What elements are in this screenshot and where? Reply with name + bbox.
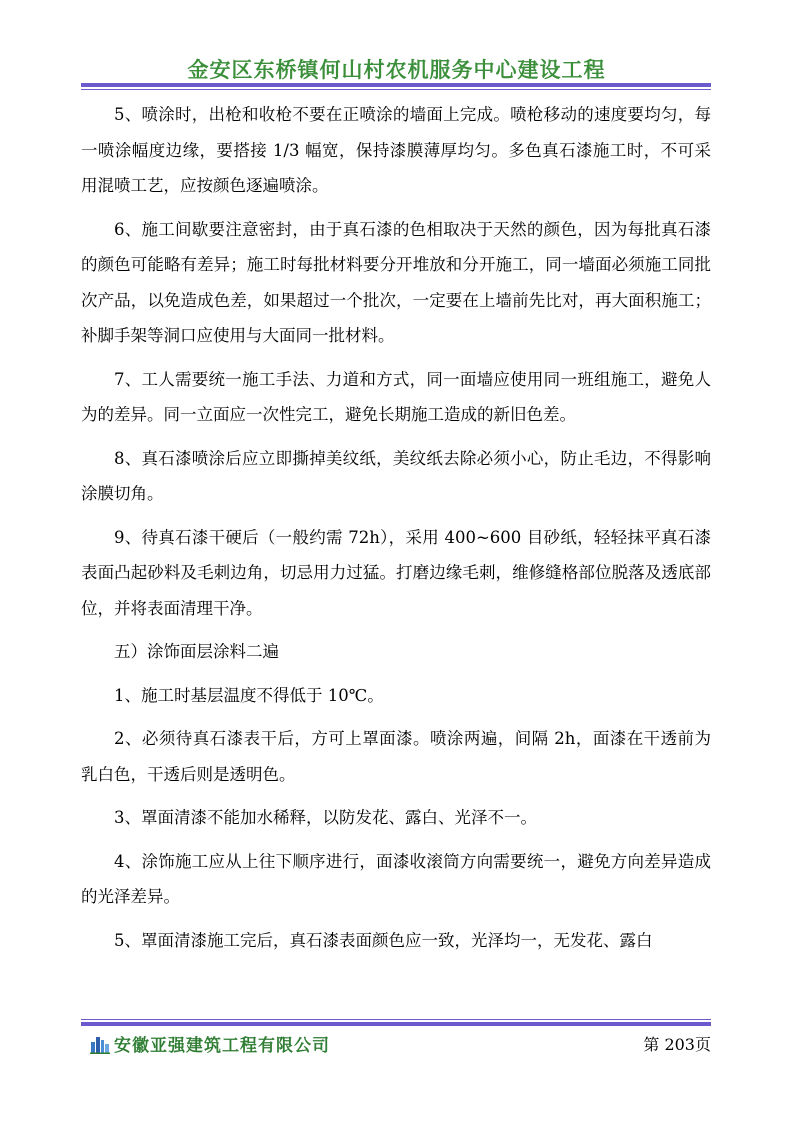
header-rule-thick [81, 83, 711, 87]
building-logo-icon [90, 1034, 110, 1054]
page-header-title: 金安区东桥镇何山村农机服务中心建设工程 [187, 58, 606, 82]
paragraph: 1、施工时基层温度不得低于 10℃。 [114, 685, 384, 705]
page-number: 第 203页 [643, 1035, 711, 1054]
footer-rule-thin [81, 1019, 711, 1020]
paragraph: 5、罩面清漆施工完后，真石漆表面颜色应一致，光泽均一，无发花、露白 [114, 930, 653, 950]
footer-company [90, 1031, 330, 1056]
company-name: 安徽亚强建筑工程有限公司 [114, 1036, 330, 1056]
paragraph: 6、施工间歇要注意密封，由于真石漆的色相取决于天然的颜色，因为每批真石漆的颜色可能略有差异；施工时每批材料要分开堆放和分开施工，同一墙面必须施工同批次产品，以免造成色差，如果超过一个批次，一定要在上墙前先比对，再大面积施工；补脚手架等洞口应使用与大面同一批材料。 [81, 219, 711, 345]
paragraph: 8、真石漆喷涂后应立即撕掉美纹纸，美纹纸去除必须小心，防止毛边，不得影响涂膜切角。 [81, 448, 711, 503]
paragraph: 2、必须待真石漆表干后，方可上罩面漆。喷涂两遍，间隔 2h，面漆在干透前为乳白色，干透后则是透明色。 [81, 729, 711, 784]
footer-rule-thick [81, 1022, 711, 1026]
paragraph: 3、罩面清漆不能加水稀释，以防发花、露白、光泽不一。 [114, 808, 537, 827]
section-heading: 五）涂饰面层涂料二遍 [114, 642, 279, 661]
document-body [81, 97, 711, 966]
header-rule-thin [81, 89, 711, 90]
paragraph: 4、涂饰施工应从上往下顺序进行，面漆收滚筒方向需要统一，避免方向差异造成的光泽差异。 [81, 851, 711, 906]
paragraph: 9、待真石漆干硬后（一般约需 72h），采用 400~600 目砂纸，轻轻抹平真石漆表面凸起砂料及毛刺边角，切忌用力过猛。打磨边缘毛刺，维修缝格部位脱落及透底部位，并将表面清理干净。 [81, 527, 711, 618]
paragraph: 7、工人需要统一施工手法、力道和方式，同一面墙应使用同一班组施工，避免人为的差异。同一立面应一次性完工，避免长期施工造成的新旧色差。 [81, 369, 711, 424]
paragraph: 5、喷涂时，出枪和收枪不要在正喷涂的墙面上完成。喷枪移动的速度要均匀，每一喷涂幅度边缘，要搭接 1/3 幅宽，保持漆膜薄厚均匀。多色真石漆施工时，不可采用混喷工艺，应按颜色逐遍喷涂。 [81, 105, 711, 195]
